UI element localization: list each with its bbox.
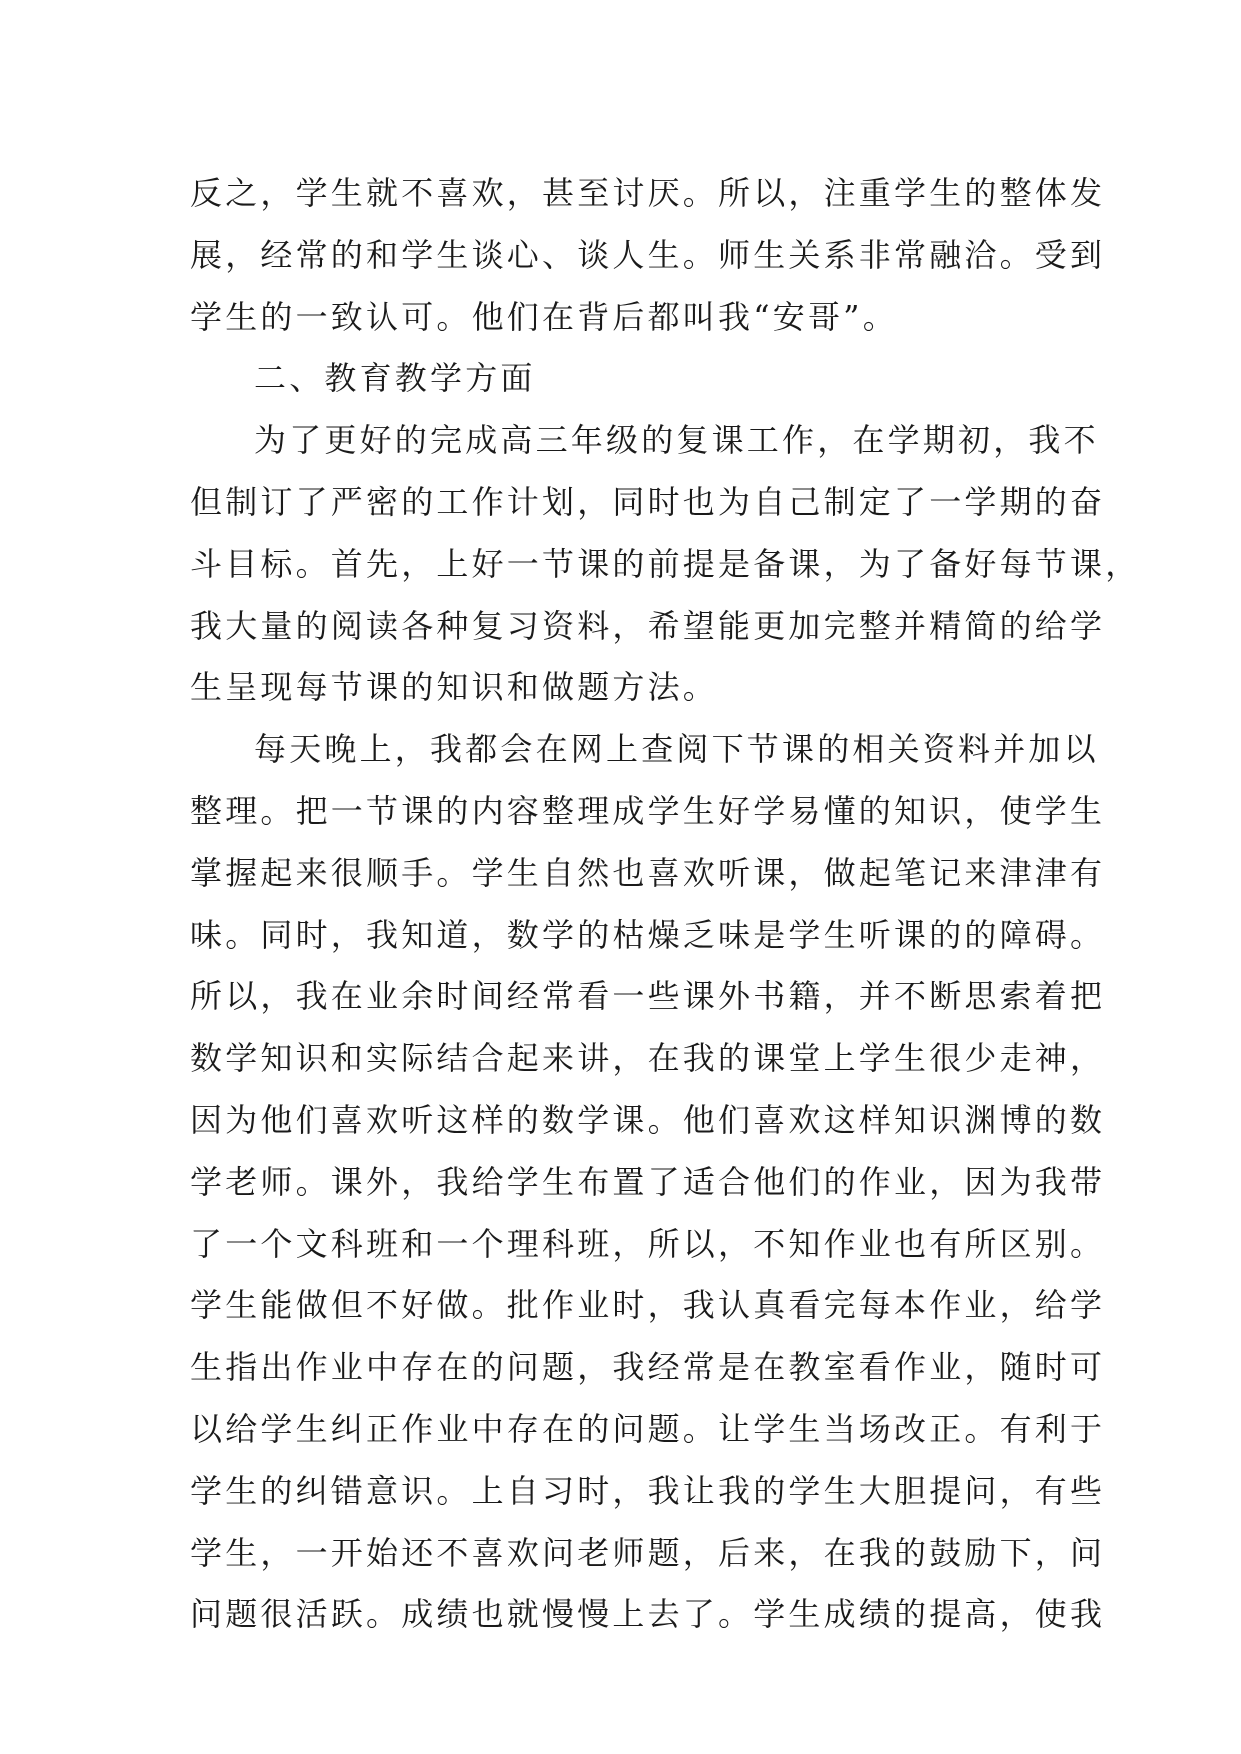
text-line: 问题很活跃。成绩也就慢慢上去了。学生成绩的提高，使我 — [190, 1595, 1106, 1634]
text-line: 斗目标。首先，上好一节课的前提是备课，为了备好每节课， — [190, 544, 1141, 583]
text-line: 我大量的阅读各种复习资料，希望能更加完整并精简的给学 — [190, 606, 1106, 645]
text-line: 数学知识和实际结合起来讲，在我的课堂上学生很少走神， — [190, 1039, 1106, 1078]
text-line: 反之，学生就不喜欢，甚至讨厌。所以，注重学生的整体发 — [190, 174, 1106, 212]
text-line: 以给学生纠正作业中存在的问题。让学生当场改正。有利于 — [190, 1409, 1106, 1448]
paragraph-start-line: 为了更好的完成高三年级的复课工作，在学期初，我不 — [254, 421, 1099, 460]
text-line: 掌握起来很顺手。学生自然也喜欢听课，做起笔记来津津有 — [190, 853, 1106, 892]
text-line: 味。同时，我知道，数学的枯燥乏味是学生听课的的障碍。 — [190, 915, 1106, 954]
text-line: 学生能做但不好做。批作业时，我认真看完每本作业，给学 — [190, 1286, 1106, 1325]
text-line: 学生，一开始还不喜欢问老师题，后来，在我的鼓励下，问 — [190, 1533, 1106, 1572]
text-line: 生呈现每节课的知识和做题方法。 — [190, 668, 719, 707]
text-line: 学老师。课外，我给学生布置了适合他们的作业，因为我带 — [190, 1162, 1106, 1201]
text-line: 整理。把一节课的内容整理成学生好学易懂的知识，使学生 — [190, 791, 1106, 830]
text-line: 展，经常的和学生谈心、谈人生。师生关系非常融洽。受到 — [190, 235, 1106, 274]
text-line: 了一个文科班和一个理科班，所以，不知作业也有所区别。 — [190, 1224, 1106, 1263]
text-line: 生指出作业中存在的问题，我经常是在教室看作业，随时可 — [190, 1348, 1106, 1387]
text-line: 但制订了严密的工作计划，同时也为自己制定了一学期的奋 — [190, 482, 1106, 521]
text-line: 学生的纠错意识。上自习时，我让我的学生大胆提问，有些 — [190, 1471, 1106, 1510]
text-line: 因为他们喜欢听这样的数学课。他们喜欢这样知识渊博的数 — [190, 1100, 1106, 1139]
body-text — [190, 163, 1141, 1646]
section-heading: 二、教育教学方面 — [254, 359, 536, 398]
text-line: 学生的一致认可。他们在背后都叫我“安哥”。 — [190, 297, 898, 336]
text-line: 所以，我在业余时间经常看一些课外书籍，并不断思索着把 — [190, 977, 1106, 1016]
paragraph-start-line: 每天晚上，我都会在网上查阅下节课的相关资料并加以 — [254, 730, 1099, 769]
